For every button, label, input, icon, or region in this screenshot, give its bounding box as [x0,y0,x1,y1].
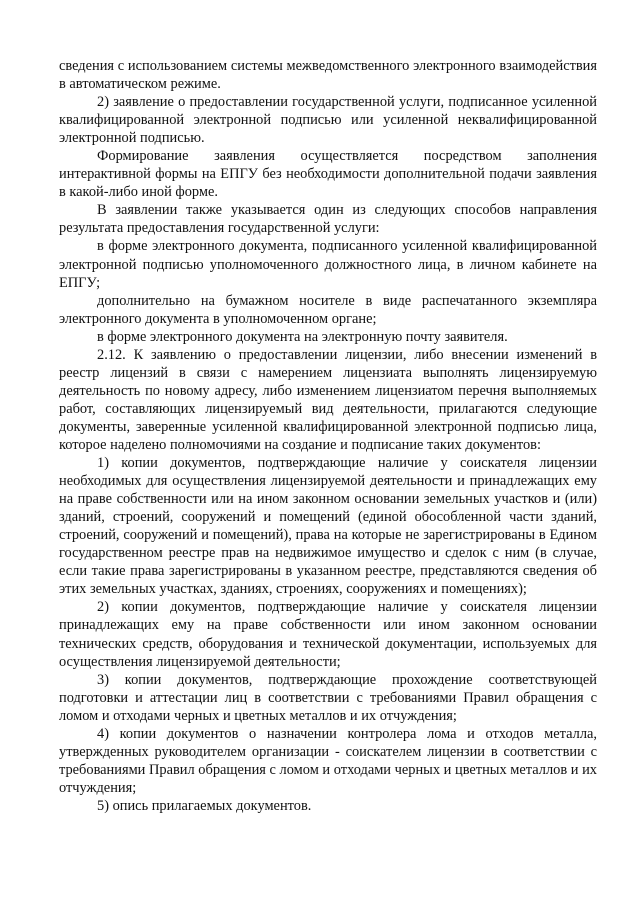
paragraph-item-2-application: 2) заявление о предоставлении государственной услуги, подписанное усиленной квалифицированной электронной подписью или усиленной неквалифицированной электронной подписью. [59,94,597,147]
paragraph-section-2-12: 2.12. К заявлению о предоставлении лицензии, либо внесении изменений в реестр лицензий в связи с намерением лицензиата выполнять лицензируемую деятельность по новому адресу, либо изменением лицензиатом перечня выполняемых работ, составляющих лицензируемый вид деятельности, прилагаются следующие документы, заверенные усиленной квалифицированной электронной подписью лица, которое наделено полномочиями на создание и подписание таких документов: [59,346,597,453]
paragraph-doc-item-5: 5) опись прилагаемых документов. [97,797,312,814]
paragraph-method-epgu: в форме электронного документа, подписанного усиленной квалифицированной электронной подписью уполномоченного должностного лица, в личном кабинете на ЕПГУ; [59,238,597,291]
paragraph-method-email: в форме электронного документа на электронную почту заявителя. [97,328,508,345]
paragraph-intro-continuation: сведения с использованием системы межведомственного электронного взаимодействия в автоматическом режиме. [59,58,597,93]
paragraph-form-submission: Формирование заявления осуществляется посредством заполнения интерактивной формы на ЕПГУ без необходимости дополнительной подачи заявления в какой-либо иной форме. [59,148,597,201]
paragraph-doc-item-4: 4) копии документов о назначении контролера лома и отходов металла, утвержденных руководителем организации - соискателем лицензии в соответствии с требованиями Правил обращения с ломом и отходами черных и цветных металлов и их отчуждения; [59,725,597,796]
paragraph-doc-item-3: 3) копии документов, подтверждающие прохождение соответствующей подготовки и аттестации лиц в соответствии с требованиями Правил обращения с ломом и отходами черных и цветных металлов и их отчуждения; [59,671,597,724]
document-page [59,57,597,815]
paragraph-doc-item-2: 2) копии документов, подтверждающие наличие у соискателя лицензии принадлежащих ему на праве собственности или ином законном основании технических средств, оборудования и технической документации, используемых для осуществления лицензируемой деятельности; [59,599,597,670]
paragraph-result-methods: В заявлении также указывается один из следующих способов направления результата предоставления государственной услуги: [59,202,597,237]
paragraph-doc-item-1: 1) копии документов, подтверждающие наличие у соискателя лицензии необходимых для осуществления лицензируемой деятельности и принадлежащих ему на праве собственности или на ином законном основании земельных участков и (или) зданий, строений, сооружений и помещений (единой обособленной части зданий, строений, сооружений и помещений), права на которые не зарегистрированы в Едином государственном реестре прав на недвижимое имущество и сделок с ним (в случае, если такие права зарегистрированы в указанном реестре, представляются сведения об этих земельных участках, зданиях, строениях, сооружениях и помещениях); [59,455,597,598]
paragraph-method-paper: дополнительно на бумажном носителе в виде распечатанного экземпляра электронного документа в уполномоченном органе; [59,292,597,327]
